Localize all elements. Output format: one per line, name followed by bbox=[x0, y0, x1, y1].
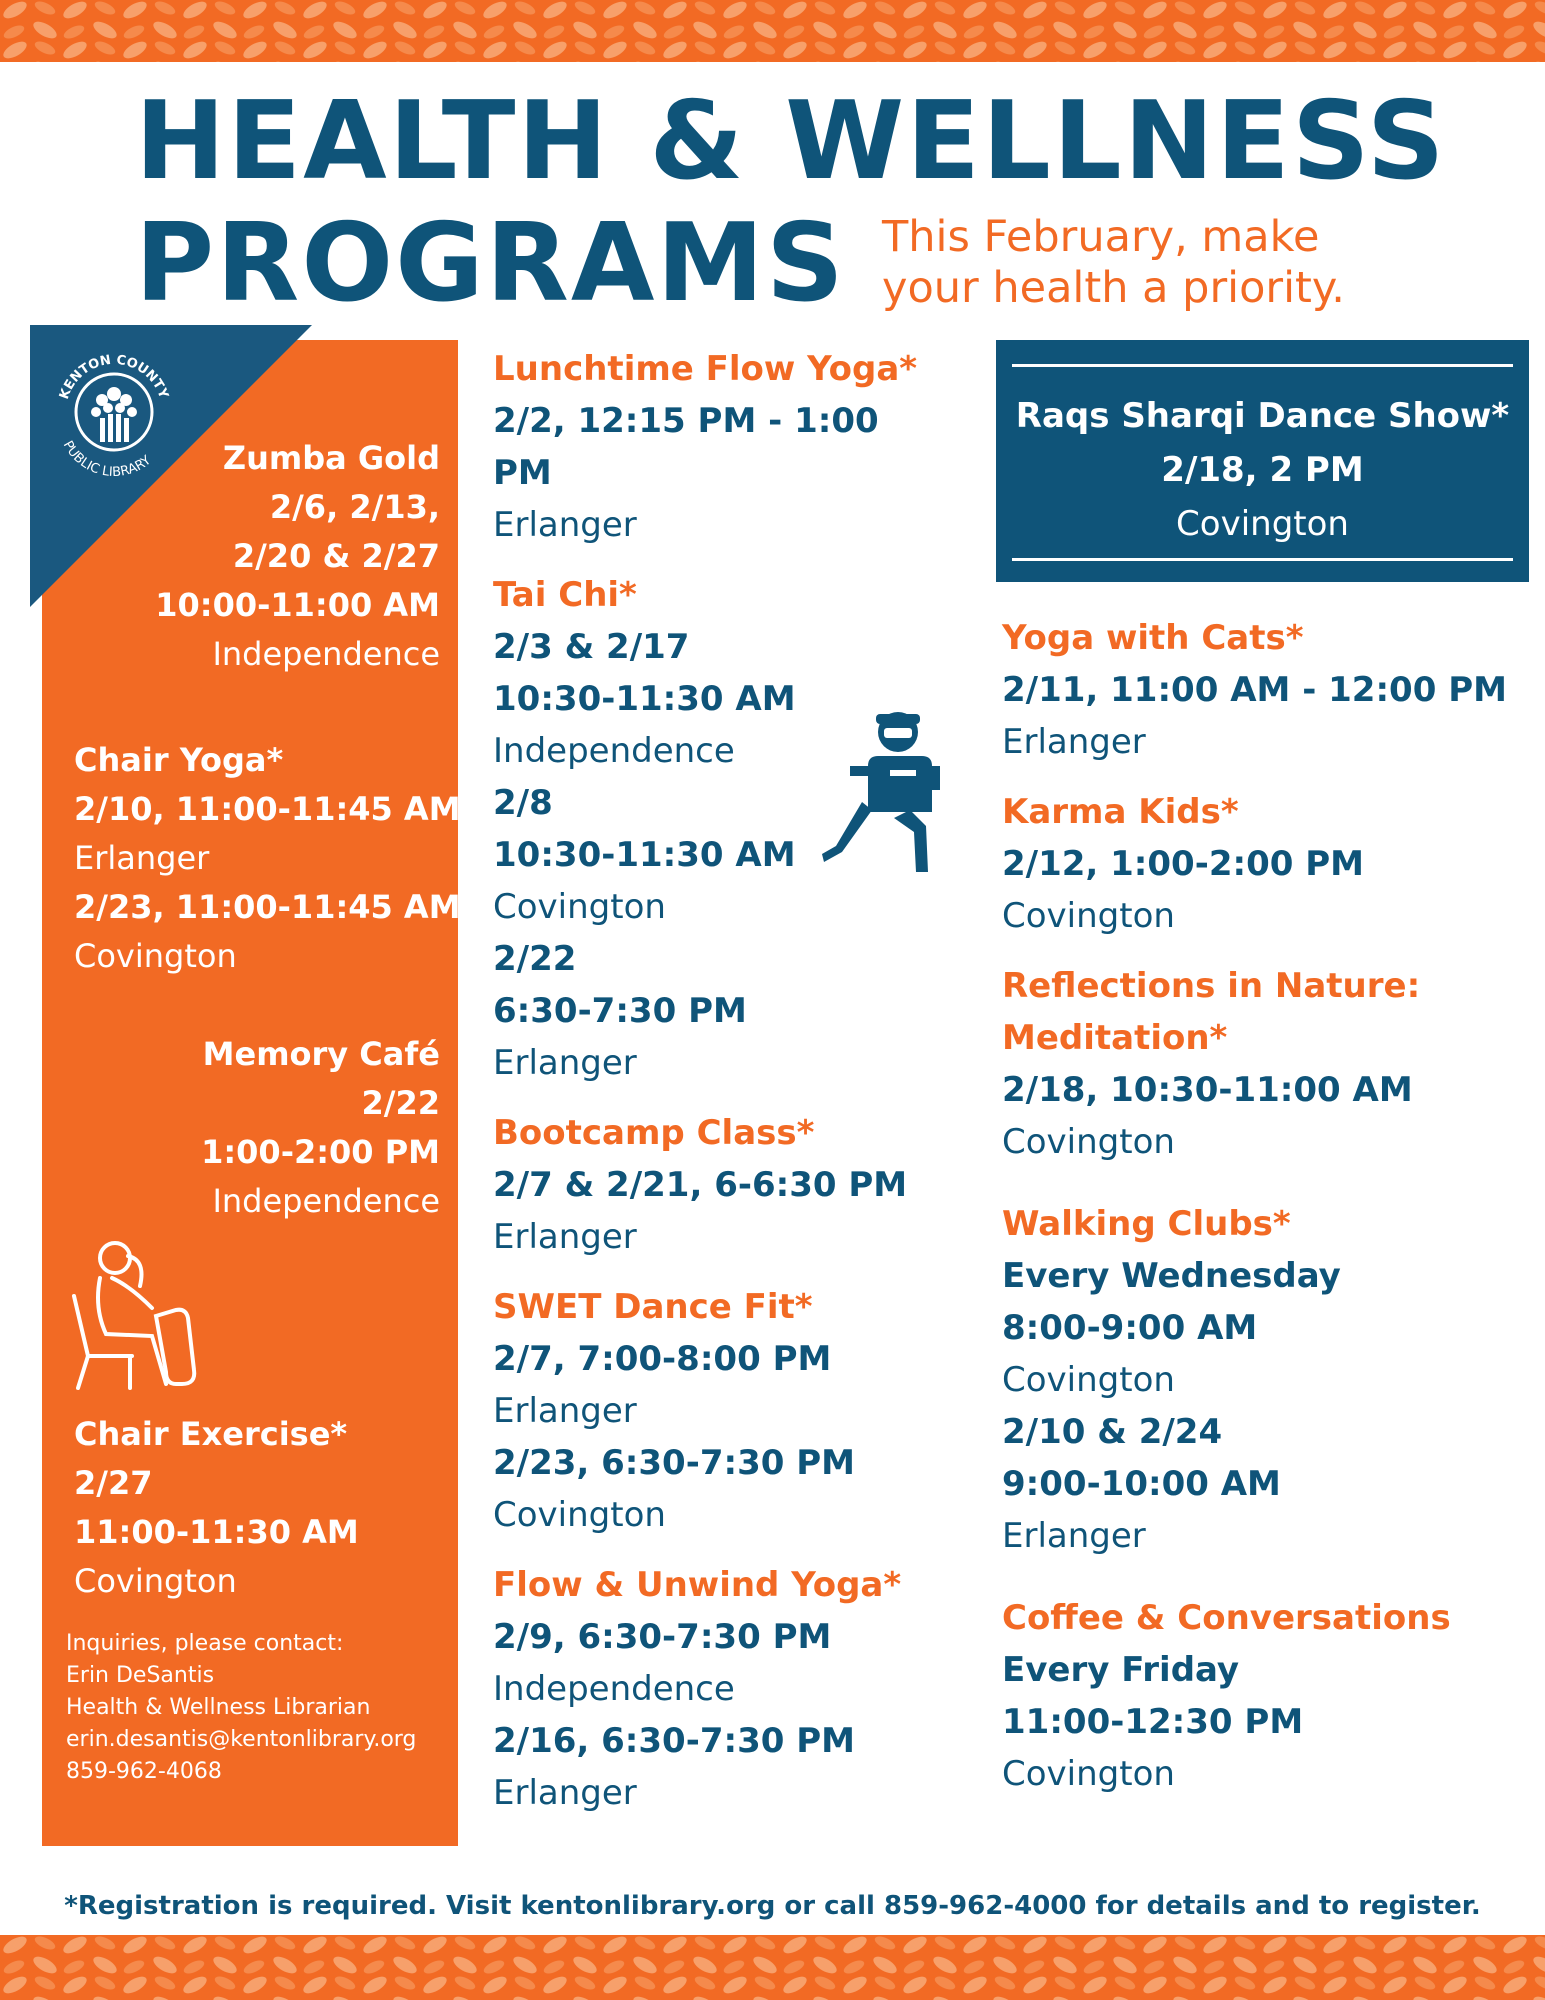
contact-info bbox=[66, 1628, 416, 1788]
program-dates: 2/3 & 2/17 bbox=[493, 627, 690, 667]
program-schedule: Every Friday bbox=[1002, 1650, 1240, 1690]
program-date-time: 2/23, 6:30-7:30 PM bbox=[493, 1443, 855, 1483]
program-title: Tai Chi* bbox=[493, 575, 637, 615]
program-title: Karma Kids* bbox=[1002, 792, 1239, 832]
page-title-line-1: HEALTH & WELLNESS bbox=[135, 79, 1447, 204]
program-title: Lunchtime Flow Yoga* bbox=[493, 349, 918, 389]
program-title: Walking Clubs* bbox=[1002, 1204, 1291, 1244]
program-date-time: 2/7 & 2/21, 6-6:30 PM bbox=[493, 1165, 908, 1205]
program-time: 1:00-2:00 PM bbox=[201, 1133, 440, 1171]
contact-intro: Inquiries, please contact: bbox=[66, 1631, 344, 1656]
program-location: Erlanger bbox=[74, 839, 210, 877]
program-location: Erlanger bbox=[493, 1043, 637, 1083]
program-title: Memory Café bbox=[202, 1035, 440, 1073]
memory-cafe-entry bbox=[201, 1030, 440, 1226]
program-title: Reflections in Nature: bbox=[1002, 966, 1421, 1006]
registration-note: *Registration is required. Visit kentonlibrary.org or call 859-962-4000 for details and to register. bbox=[64, 1891, 1481, 1921]
tagline bbox=[882, 212, 1442, 314]
program-location: Erlanger bbox=[493, 1773, 637, 1813]
contact-role: Health & Wellness Librarian bbox=[66, 1695, 371, 1720]
program-date: 2/22 bbox=[493, 939, 577, 979]
page-title-line-2: PROGRAMS bbox=[135, 201, 846, 326]
divider bbox=[1012, 364, 1513, 367]
program-location: Erlanger bbox=[493, 1217, 637, 1257]
program-time: 8:00-9:00 AM bbox=[1002, 1308, 1258, 1348]
program-location: Covington bbox=[74, 1562, 237, 1600]
program-date: 2/27 bbox=[74, 1464, 153, 1502]
program-date-time: 2/23, 11:00-11:45 AM bbox=[74, 888, 461, 926]
program-time: 9:00-10:00 AM bbox=[1002, 1464, 1281, 1504]
program-location: Independence bbox=[212, 635, 440, 673]
svg-text:PUBLIC LIBRARY bbox=[60, 439, 154, 481]
program-time: 10:30-11:30 AM bbox=[493, 679, 796, 719]
event-location: Covington bbox=[1176, 504, 1349, 544]
program-date-time: 2/12, 1:00-2:00 PM bbox=[1002, 844, 1364, 884]
program-title: Coffee & Conversations bbox=[1002, 1598, 1451, 1638]
tagline-line: This February, make bbox=[882, 212, 1320, 262]
contact-email: erin.desantis@kentonlibrary.org bbox=[66, 1727, 417, 1752]
program-date-time: 2/11, 11:00 AM - 12:00 PM bbox=[1002, 670, 1507, 710]
program-date-time: 2/7, 7:00-8:00 PM bbox=[493, 1339, 832, 1379]
program-location: Erlanger bbox=[1002, 722, 1146, 762]
leaf-pattern-icon bbox=[0, 0, 1545, 62]
program-location: Covington bbox=[1002, 1122, 1175, 1162]
program-dates: 2/20 & 2/27 bbox=[232, 537, 440, 575]
zumba-gold-entry bbox=[155, 434, 440, 679]
program-location: Covington bbox=[1002, 896, 1175, 936]
program-location: Erlanger bbox=[493, 1391, 637, 1431]
featured-event-box bbox=[996, 340, 1529, 582]
divider bbox=[1012, 558, 1513, 561]
program-location: Covington bbox=[74, 937, 237, 975]
top-decorative-band bbox=[0, 0, 1545, 62]
event-date-time: 2/18, 2 PM bbox=[1161, 450, 1364, 490]
chair-exercise-entry bbox=[74, 1410, 359, 1606]
contact-phone: 859-962-4068 bbox=[66, 1759, 222, 1784]
program-title: Chair Yoga* bbox=[74, 741, 284, 779]
program-title: Meditation* bbox=[1002, 1018, 1228, 1058]
program-date-time: 2/18, 10:30-11:00 AM bbox=[1002, 1070, 1413, 1110]
program-time: 11:00-12:30 PM bbox=[1002, 1702, 1304, 1742]
program-time: 11:00-11:30 AM bbox=[74, 1513, 359, 1551]
program-date-time: 2/10, 11:00-11:45 AM bbox=[74, 790, 461, 828]
program-time: 10:30-11:30 AM bbox=[493, 835, 796, 875]
program-title: Yoga with Cats* bbox=[1002, 618, 1304, 658]
program-date: 2/8 bbox=[493, 783, 553, 823]
program-dates: 2/6, 2/13, bbox=[269, 488, 440, 526]
program-time: 6:30-7:30 PM bbox=[493, 991, 747, 1031]
event-title: Raqs Sharqi Dance Show* bbox=[1015, 396, 1510, 436]
program-title: SWET Dance Fit* bbox=[493, 1287, 813, 1327]
program-location: Covington bbox=[493, 887, 666, 927]
program-location: Covington bbox=[1002, 1754, 1175, 1794]
program-dates: 2/10 & 2/24 bbox=[1002, 1412, 1223, 1452]
program-location: Independence bbox=[493, 731, 735, 771]
logo-name-top: KENTON COUNTY bbox=[56, 352, 171, 402]
program-time: 10:00-11:00 AM bbox=[155, 586, 440, 624]
right-program-column bbox=[1002, 612, 1522, 1800]
bottom-decorative-band bbox=[0, 1935, 1545, 2000]
logo-name-bottom: PUBLIC LIBRARY bbox=[59, 438, 154, 481]
program-date-time: 2/16, 6:30-7:30 PM bbox=[493, 1721, 855, 1761]
program-location: Independence bbox=[493, 1669, 735, 1709]
program-date-time: 2/9, 6:30-7:30 PM bbox=[493, 1617, 832, 1657]
program-title: Flow & Unwind Yoga* bbox=[493, 1565, 902, 1605]
program-location: Erlanger bbox=[1002, 1516, 1146, 1556]
program-location: Covington bbox=[1002, 1360, 1175, 1400]
program-date-time: 2/2, 12:15 PM - 1:00 PM bbox=[493, 401, 879, 493]
tagline-line: your health a priority. bbox=[882, 263, 1345, 313]
chair-yoga-entry bbox=[74, 736, 461, 981]
martial-arts-icon bbox=[820, 706, 960, 876]
program-location: Covington bbox=[493, 1495, 666, 1535]
program-schedule: Every Wednesday bbox=[1002, 1256, 1341, 1296]
program-title: Bootcamp Class* bbox=[493, 1113, 815, 1153]
contact-name: Erin DeSantis bbox=[66, 1663, 215, 1688]
leaf-pattern-icon bbox=[0, 1935, 1545, 2000]
program-location: Independence bbox=[212, 1182, 440, 1220]
program-title: Chair Exercise* bbox=[74, 1415, 348, 1453]
chair-exercise-icon bbox=[70, 1238, 200, 1390]
middle-program-column bbox=[493, 343, 933, 1819]
program-title: Zumba Gold bbox=[222, 439, 440, 477]
program-location: Erlanger bbox=[493, 505, 637, 545]
program-date: 2/22 bbox=[361, 1084, 440, 1122]
